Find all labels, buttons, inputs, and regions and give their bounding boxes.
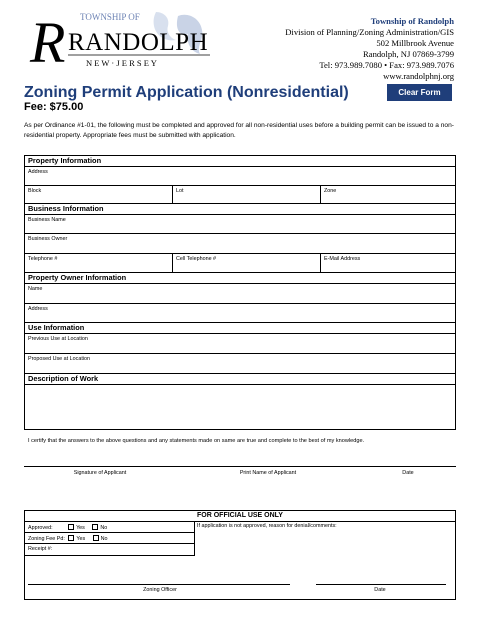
official-date-line[interactable] xyxy=(316,584,446,585)
page-title: Zoning Permit Application (Nonresidential) xyxy=(24,84,349,101)
section-owner-heading: Property Owner Information xyxy=(25,273,455,284)
fee-paid-label: Zoning Fee Pd: xyxy=(28,536,65,542)
organization-name: Township of Randolph xyxy=(370,16,454,26)
denial-reason-label: If application is not approved, reason for denial/comments: xyxy=(197,523,337,529)
approved-no-checkbox[interactable] xyxy=(92,524,98,530)
business-phone-row xyxy=(25,254,455,273)
section-work-heading: Description of Work xyxy=(25,374,455,385)
township-logo xyxy=(28,8,228,70)
certification-text: I certify that the answers to the above questions and any statements made on same are true and complete to the best of my knowledge. xyxy=(28,438,365,444)
owner-address-field[interactable] xyxy=(25,304,455,323)
fee-paid-no-checkbox[interactable] xyxy=(93,535,99,541)
fee-paid-no-label: No xyxy=(100,536,108,542)
cell-telephone-label: Cell Telephone # xyxy=(176,256,217,262)
block-lot-zone-row xyxy=(25,186,455,204)
telephone-field[interactable] xyxy=(25,254,172,272)
proposed-use-label: Proposed Use at Location xyxy=(28,356,91,362)
zoning-officer-label: Zoning Officer xyxy=(143,587,177,593)
fee-paid-yes-checkbox[interactable] xyxy=(68,535,74,541)
lot-field[interactable] xyxy=(172,186,320,203)
logo-township-text: TOWNSHIP OF xyxy=(80,12,140,22)
business-name-field[interactable] xyxy=(25,215,455,234)
business-owner-field[interactable] xyxy=(25,234,455,254)
application-form xyxy=(24,155,456,430)
approved-no-label: No xyxy=(100,525,108,531)
telephone-label: Telephone # xyxy=(28,256,58,262)
fee-paid-row xyxy=(25,533,195,544)
signature-applicant-label: Signature of Applicant xyxy=(73,470,127,476)
email-label: E-Mail Address xyxy=(324,256,361,262)
business-name-label: Business Name xyxy=(28,217,66,223)
owner-name-label: Name xyxy=(28,286,43,292)
property-address-label: Address xyxy=(28,169,48,175)
zone-field[interactable] xyxy=(320,186,455,203)
previous-use-field[interactable] xyxy=(25,334,455,354)
print-name-label: Print Name of Applicant xyxy=(239,470,297,476)
intro-text: As per Ordinance #1-01, the following must be completed and approved for all non-residential uses before a building permit can be issued to a non-residential property. Appropriate fees must be submitted with application. xyxy=(24,122,454,139)
block-label: Block xyxy=(28,188,42,194)
fee-label: Fee: $75.00 xyxy=(24,101,84,113)
cell-telephone-field[interactable] xyxy=(172,254,320,272)
proposed-use-field[interactable] xyxy=(25,354,455,374)
approved-yes-label: Yes xyxy=(76,525,85,531)
property-address-field[interactable] xyxy=(25,167,455,186)
owner-address-label: Address xyxy=(28,306,48,312)
approved-label: Approved: xyxy=(28,525,53,531)
division-line: Division of Planning/Zoning Administration/GIS xyxy=(285,27,454,37)
signature-line[interactable] xyxy=(24,466,456,467)
approved-row xyxy=(25,522,195,533)
business-owner-label: Business Owner xyxy=(28,236,68,242)
approved-yes-checkbox[interactable] xyxy=(68,524,74,530)
svg-text:R: R xyxy=(30,10,66,70)
official-use-heading: FOR OFFICIAL USE ONLY xyxy=(25,511,455,522)
section-use-heading: Use Information xyxy=(25,323,455,334)
clear-form-button[interactable]: Clear Form xyxy=(387,84,452,101)
receipt-label: Receipt #: xyxy=(28,546,53,552)
receipt-field[interactable] xyxy=(25,544,195,556)
section-business-heading: Business Information xyxy=(25,204,455,215)
official-date-label: Date xyxy=(374,587,386,593)
fee-paid-yes-label: Yes xyxy=(76,536,86,542)
zone-label: Zone xyxy=(324,188,337,194)
description-of-work-field[interactable] xyxy=(25,385,455,429)
email-field[interactable] xyxy=(320,254,455,272)
logo-randolph-text: RANDOLPH xyxy=(68,29,209,56)
block-field[interactable] xyxy=(25,186,172,203)
owner-name-field[interactable] xyxy=(25,284,455,304)
section-property-heading: Property Information xyxy=(25,156,455,167)
city-line: Randolph, NJ 07869-3799 xyxy=(363,49,454,59)
lot-label: Lot xyxy=(176,188,184,194)
previous-use-label: Previous Use at Location xyxy=(28,336,88,342)
signature-date-label: Date xyxy=(402,470,414,476)
logo-new-jersey-text: N E W · J E R S E Y xyxy=(86,58,157,68)
phone-fax: Tel: 973.989.7080 • Fax: 973.989.7076 xyxy=(319,60,454,70)
street-address: 502 Millbrook Avenue xyxy=(376,38,454,48)
organization-contact xyxy=(285,16,454,82)
website: www.randolphnj.org xyxy=(383,71,454,81)
zoning-officer-line[interactable] xyxy=(28,584,290,585)
